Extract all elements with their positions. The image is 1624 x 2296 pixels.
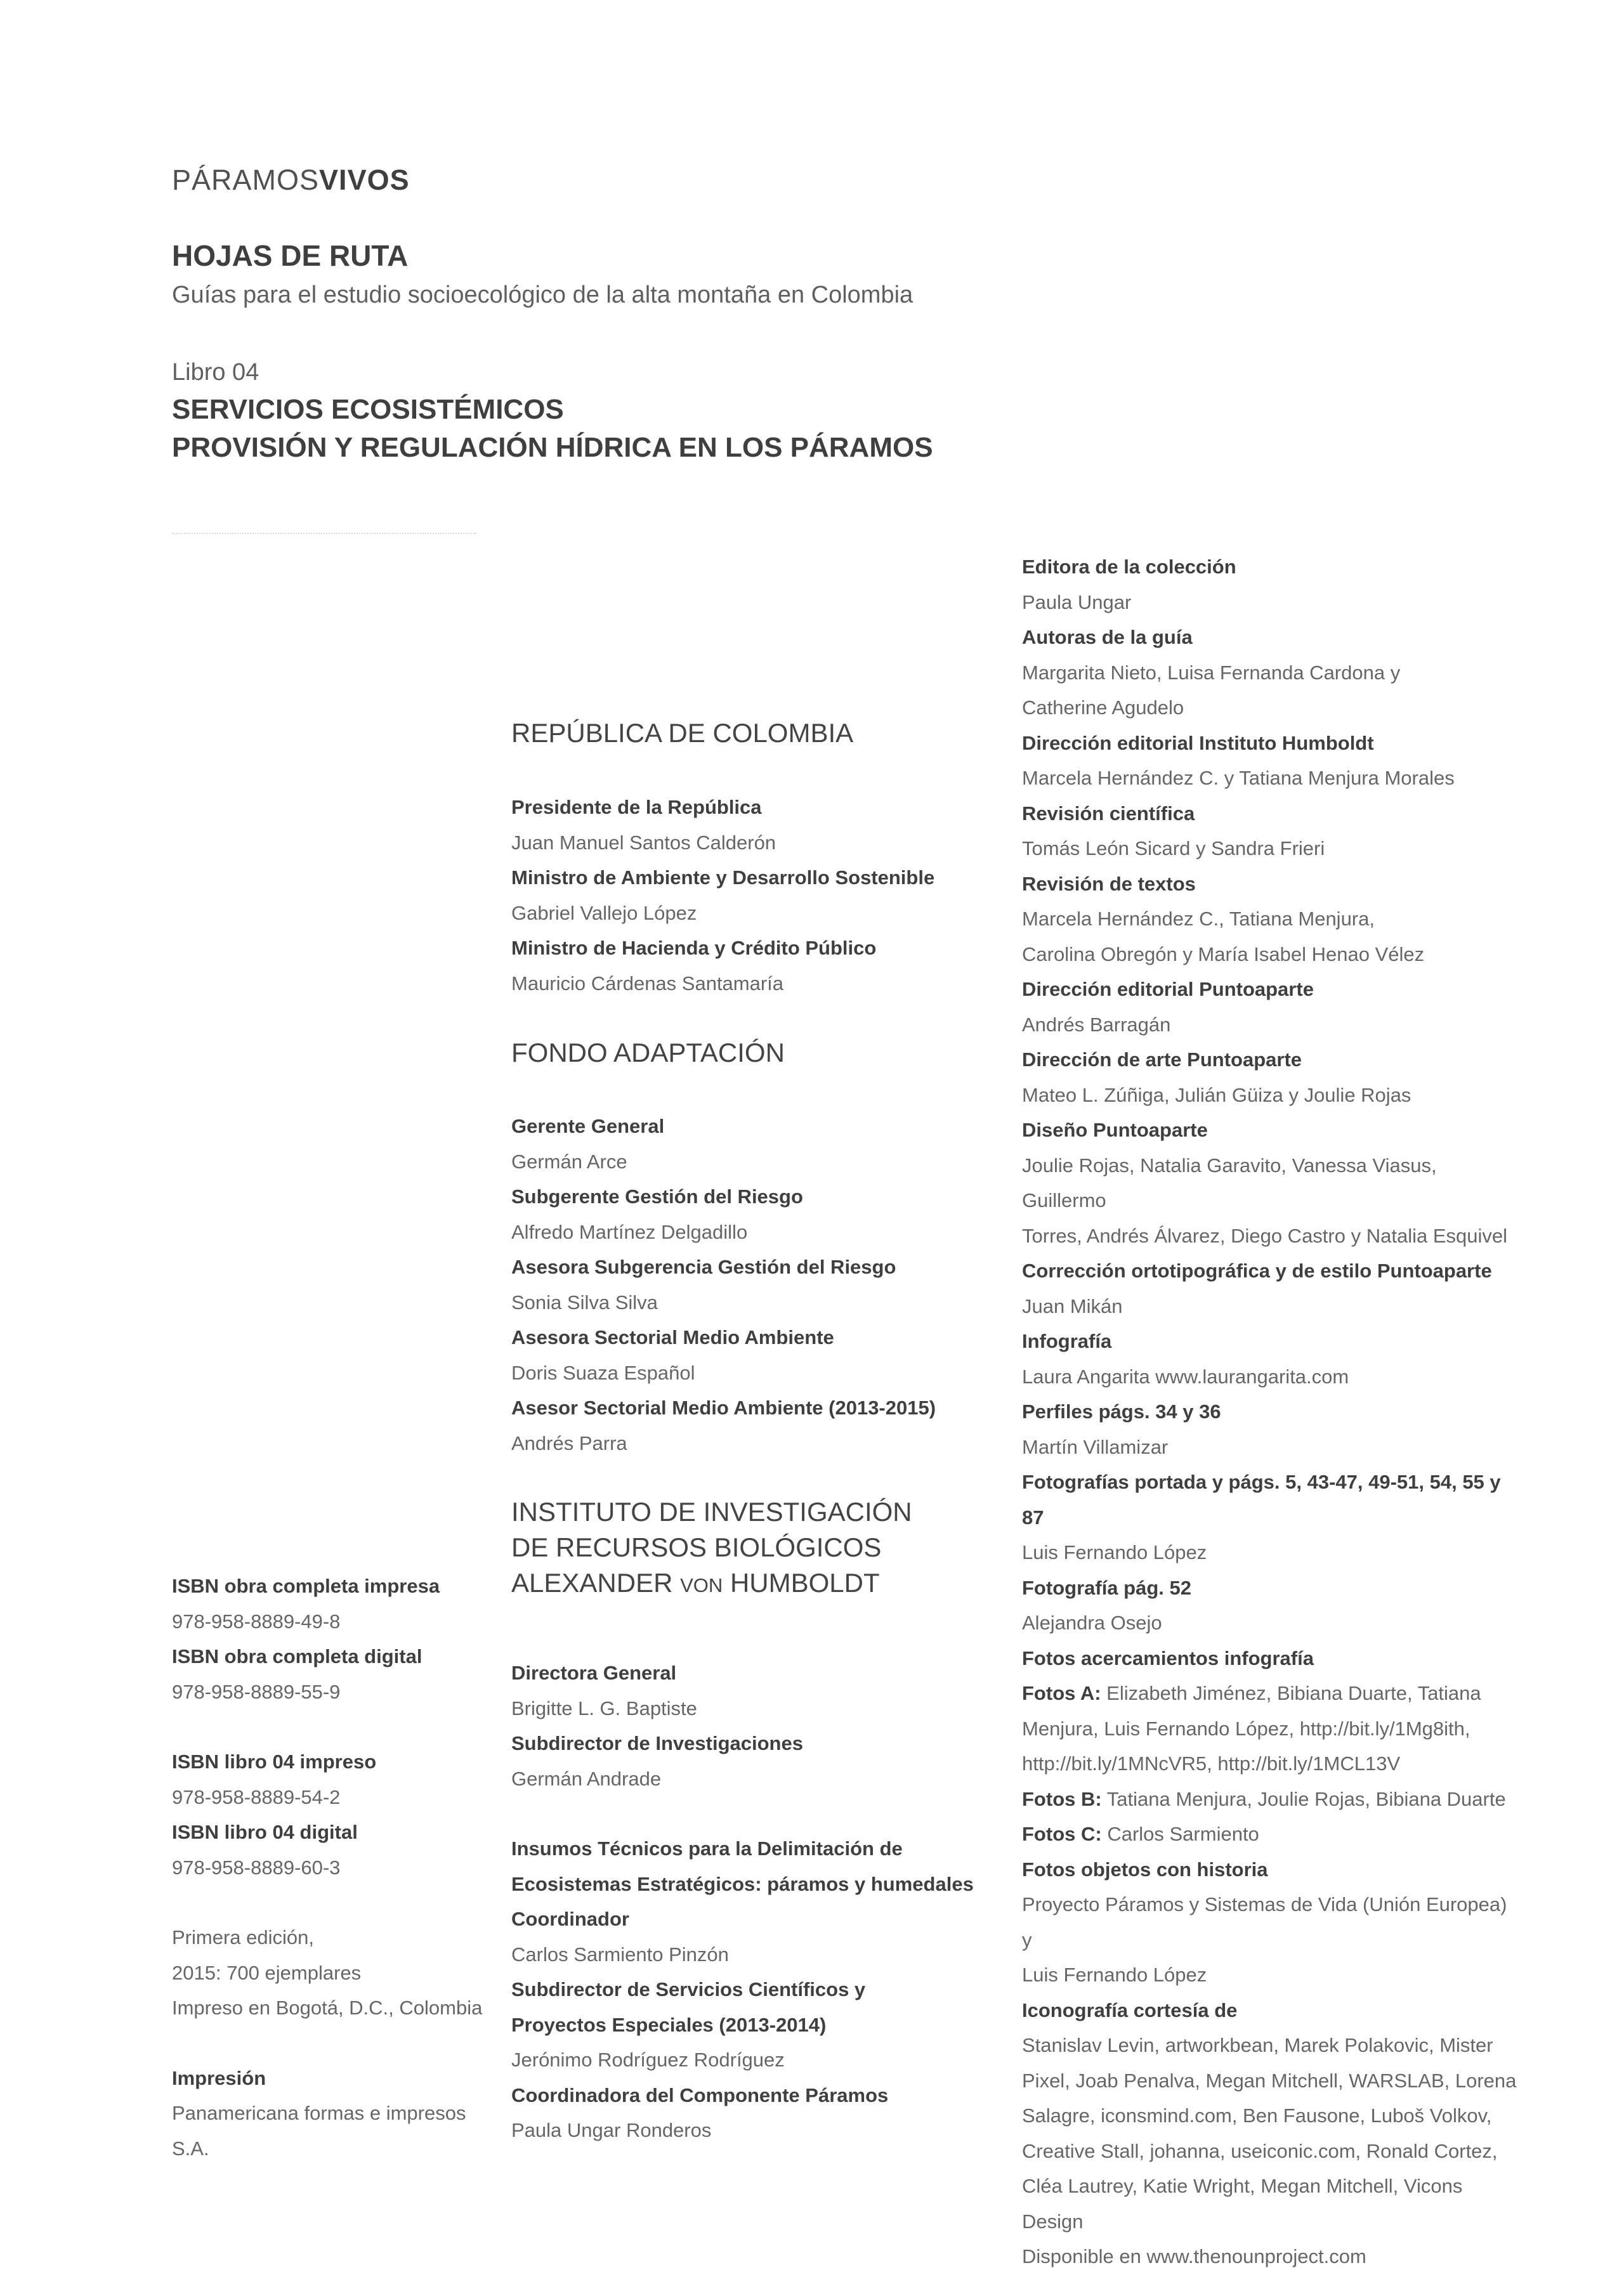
credit-name: Alejandra Osejo	[1022, 1612, 1162, 1634]
credit-name: Carolina Obregón y María Isabel Henao Vélez	[1022, 943, 1425, 965]
credit-name: Alfredo Martínez Delgadillo	[511, 1220, 748, 1243]
credit-name: Proyecto Páramos y Sistemas de Vida (Unión Europea) y	[1022, 1893, 1507, 1951]
credit-name: Mauricio Cárdenas Santamaría	[511, 972, 784, 995]
credit-role: Insumos Técnicos para la Delimitación de	[511, 1837, 903, 1860]
credit-role: Asesora Sectorial Medio Ambiente	[511, 1326, 834, 1348]
credit-role: Fotos objetos con historia	[1022, 1858, 1268, 1881]
credit-name: Jerónimo Rodríguez Rodríguez	[511, 2049, 785, 2071]
credit-role: Dirección editorial Instituto Humboldt	[1022, 731, 1374, 754]
book-number: Libro 04	[172, 359, 259, 386]
credit-role: Subgerente Gestión del Riesgo	[511, 1185, 803, 1208]
credit-name: Juan Manuel Santos Calderón	[511, 831, 776, 854]
credit-name: Martín Villamizar	[1022, 1435, 1169, 1458]
credit-name: Paula Ungar	[1022, 590, 1132, 613]
isbn-label: ISBN libro 04 impreso	[172, 1751, 377, 1773]
credit-role: Revisión de textos	[1022, 872, 1196, 895]
credit-role: Asesor Sectorial Medio Ambiente (2013-2015)	[511, 1397, 936, 1419]
credit-name: Gabriel Vallejo López	[511, 901, 697, 924]
credit-role: Revisión científica	[1022, 802, 1195, 825]
credit-name: Tomás León Sicard y Sandra Frieri	[1022, 837, 1325, 859]
credit-name: Pixel, Joab Penalva, Megan Mitchell, WARSLAB, Lorena	[1022, 2069, 1517, 2092]
credit-role: Ecosistemas Estratégicos: páramos y humedales	[511, 1872, 974, 1895]
credit-name: Joulie Rojas, Natalia Garavito, Vanessa Viasus, Guillermo	[1022, 1154, 1437, 1211]
isbn-value: 978-958-8889-55-9	[172, 1680, 341, 1703]
credit-name: Fotos B: Tatiana Menjura, Joulie Rojas, Bibiana Duarte	[1022, 1787, 1506, 1810]
collection-name: PÁRAMOSVIVOS	[172, 164, 410, 196]
credit-name: Sonia Silva Silva	[511, 1291, 658, 1314]
fondo-credits	[511, 1109, 993, 1461]
credit-role: Editora de la colección	[1022, 556, 1236, 578]
series-subtitle: Guías para el estudio socioecológico de la alta montaña en Colombia	[172, 282, 914, 308]
fondo-heading: FONDO ADAPTACIÓN	[511, 1038, 785, 1067]
credit-role: Fotos acercamientos infografía	[1022, 1647, 1314, 1669]
credit-role: Coordinador	[511, 1908, 629, 1930]
credit-name: Germán Arce	[511, 1150, 627, 1173]
credit-role: Subdirector de Servicios Científicos y	[511, 1978, 866, 2000]
credit-role: Coordinadora del Componente Páramos	[511, 2084, 889, 2106]
credit-role: Asesora Subgerencia Gestión del Riesgo	[511, 1256, 896, 1278]
credit-name: Mateo L. Zúñiga, Julián Güiza y Joulie Rojas	[1022, 1083, 1411, 1106]
series-title: HOJAS DE RUTA	[172, 239, 409, 272]
credit-name: Marcela Hernández C., Tatiana Menjura,	[1022, 908, 1375, 930]
credit-role: Corrección ortotipográfica y de estilo Puntoaparte	[1022, 1260, 1492, 1282]
credit-name: Fotos C: Carlos Sarmiento	[1022, 1823, 1259, 1845]
credit-role: Gerente General	[511, 1115, 665, 1137]
credit-role: Dirección de arte Puntoaparte	[1022, 1048, 1302, 1071]
humboldt-credits	[511, 1655, 993, 2148]
credit-role: Presidente de la República	[511, 796, 762, 818]
credit-name: Menjura, Luis Fernando López, http://bit.ly/1Mg8ith,	[1022, 1717, 1470, 1740]
credit-name: Laura Angarita www.laurangarita.com	[1022, 1365, 1349, 1388]
edition-text: 2015: 700 ejemplares	[172, 1961, 362, 1984]
credit-name: Stanislav Levin, artworkbean, Marek Polakovic, Mister	[1022, 2034, 1493, 2056]
credit-role: Ministro de Hacienda y Crédito Público	[511, 937, 877, 959]
credit-name: Paula Ungar Ronderos	[511, 2119, 712, 2141]
credit-role: Dirección editorial Puntoaparte	[1022, 978, 1314, 1000]
credit-role: Perfiles págs. 34 y 36	[1022, 1400, 1221, 1423]
credit-name: Andrés Barragán	[1022, 1013, 1171, 1036]
credit-name: Luis Fernando López	[1022, 1964, 1207, 1986]
credit-role: Proyectos Especiales (2013-2014)	[511, 2013, 827, 2036]
credit-name: Salagre, iconsmind.com, Ben Fausone, Luboš Volkov,	[1022, 2104, 1492, 2127]
credit-name: http://bit.ly/1MNcVR5, http://bit.ly/1MCL13V	[1022, 1752, 1401, 1775]
credit-role: Diseño Puntoaparte	[1022, 1119, 1208, 1141]
credit-name: Cléa Lautrey, Katie Wright, Megan Mitchell, Vicons Design	[1022, 2175, 1463, 2233]
republic-heading: REPÚBLICA DE COLOMBIA	[511, 718, 854, 748]
humboldt-heading: INSTITUTO DE INVESTIGACIÓN DE RECURSOS BIOLÓGICOS ALEXANDER VON HUMBOLDT	[511, 1497, 912, 1598]
credit-name: Luis Fernando López	[1022, 1541, 1207, 1563]
credit-role: Fotografía pág. 52	[1022, 1576, 1191, 1599]
isbn-label: ISBN libro 04 digital	[172, 1821, 358, 1843]
credit-name: Juan Mikán	[1022, 1295, 1123, 1317]
edition-text: Primera edición,	[172, 1926, 314, 1948]
production-credits	[1022, 549, 1517, 2274]
isbn-value: 978-958-8889-60-3	[172, 1856, 341, 1879]
credit-name: Fotos A: Elizabeth Jiménez, Bibiana Duarte, Tatiana	[1022, 1682, 1481, 1704]
isbn-label: ISBN obra completa digital	[172, 1645, 422, 1667]
isbn-value: 978-958-8889-54-2	[172, 1785, 341, 1808]
printing-value: Panamericana formas e impresos S.A.	[172, 2102, 466, 2160]
credit-name: Brigitte L. G. Baptiste	[511, 1697, 697, 1719]
credit-role: Directora General	[511, 1662, 677, 1684]
credit-role: Iconografía cortesía de	[1022, 1999, 1238, 2021]
republic-credits	[511, 790, 993, 1001]
book-title: SERVICIOS ECOSISTÉMICOS PROVISIÓN Y REGULACIÓN HÍDRICA EN LOS PÁRAMOS	[172, 394, 933, 463]
isbn-label: ISBN obra completa impresa	[172, 1575, 440, 1597]
isbn-value: 978-958-8889-49-8	[172, 1610, 341, 1633]
credit-name: Carlos Sarmiento Pinzón	[511, 1943, 729, 1966]
printing-label: Impresión	[172, 2066, 266, 2089]
credit-role: Infografía	[1022, 1330, 1112, 1352]
credit-name: Andrés Parra	[511, 1432, 627, 1454]
credit-name: Torres, Andrés Álvarez, Diego Castro y Natalia Esquivel	[1022, 1224, 1507, 1247]
credit-role: Autoras de la guía	[1022, 626, 1193, 648]
dotted-divider	[172, 533, 476, 534]
isbn-column	[172, 1569, 502, 2166]
credit-name: Germán Andrade	[511, 1767, 662, 1790]
credit-name: Margarita Nieto, Luisa Fernanda Cardona y	[1022, 661, 1401, 684]
credit-name: Marcela Hernández C. y Tatiana Menjura Morales	[1022, 767, 1455, 789]
credit-name: Catherine Agudelo	[1022, 696, 1184, 719]
credit-name: Disponible en www.thenounproject.com	[1022, 2245, 1366, 2267]
credit-name: Doris Suaza Español	[511, 1361, 695, 1384]
credit-role: Ministro de Ambiente y Desarrollo Sostenible	[511, 866, 935, 889]
edition-text: Impreso en Bogotá, D.C., Colombia	[172, 1997, 483, 2019]
credit-name: Creative Stall, johanna, useiconic.com, Ronald Cortez,	[1022, 2139, 1498, 2162]
credit-role: Subdirector de Investigaciones	[511, 1732, 803, 1754]
credit-role: Fotografías portada y págs. 5, 43-47, 49-51, 54, 55 y 87	[1022, 1471, 1501, 1529]
